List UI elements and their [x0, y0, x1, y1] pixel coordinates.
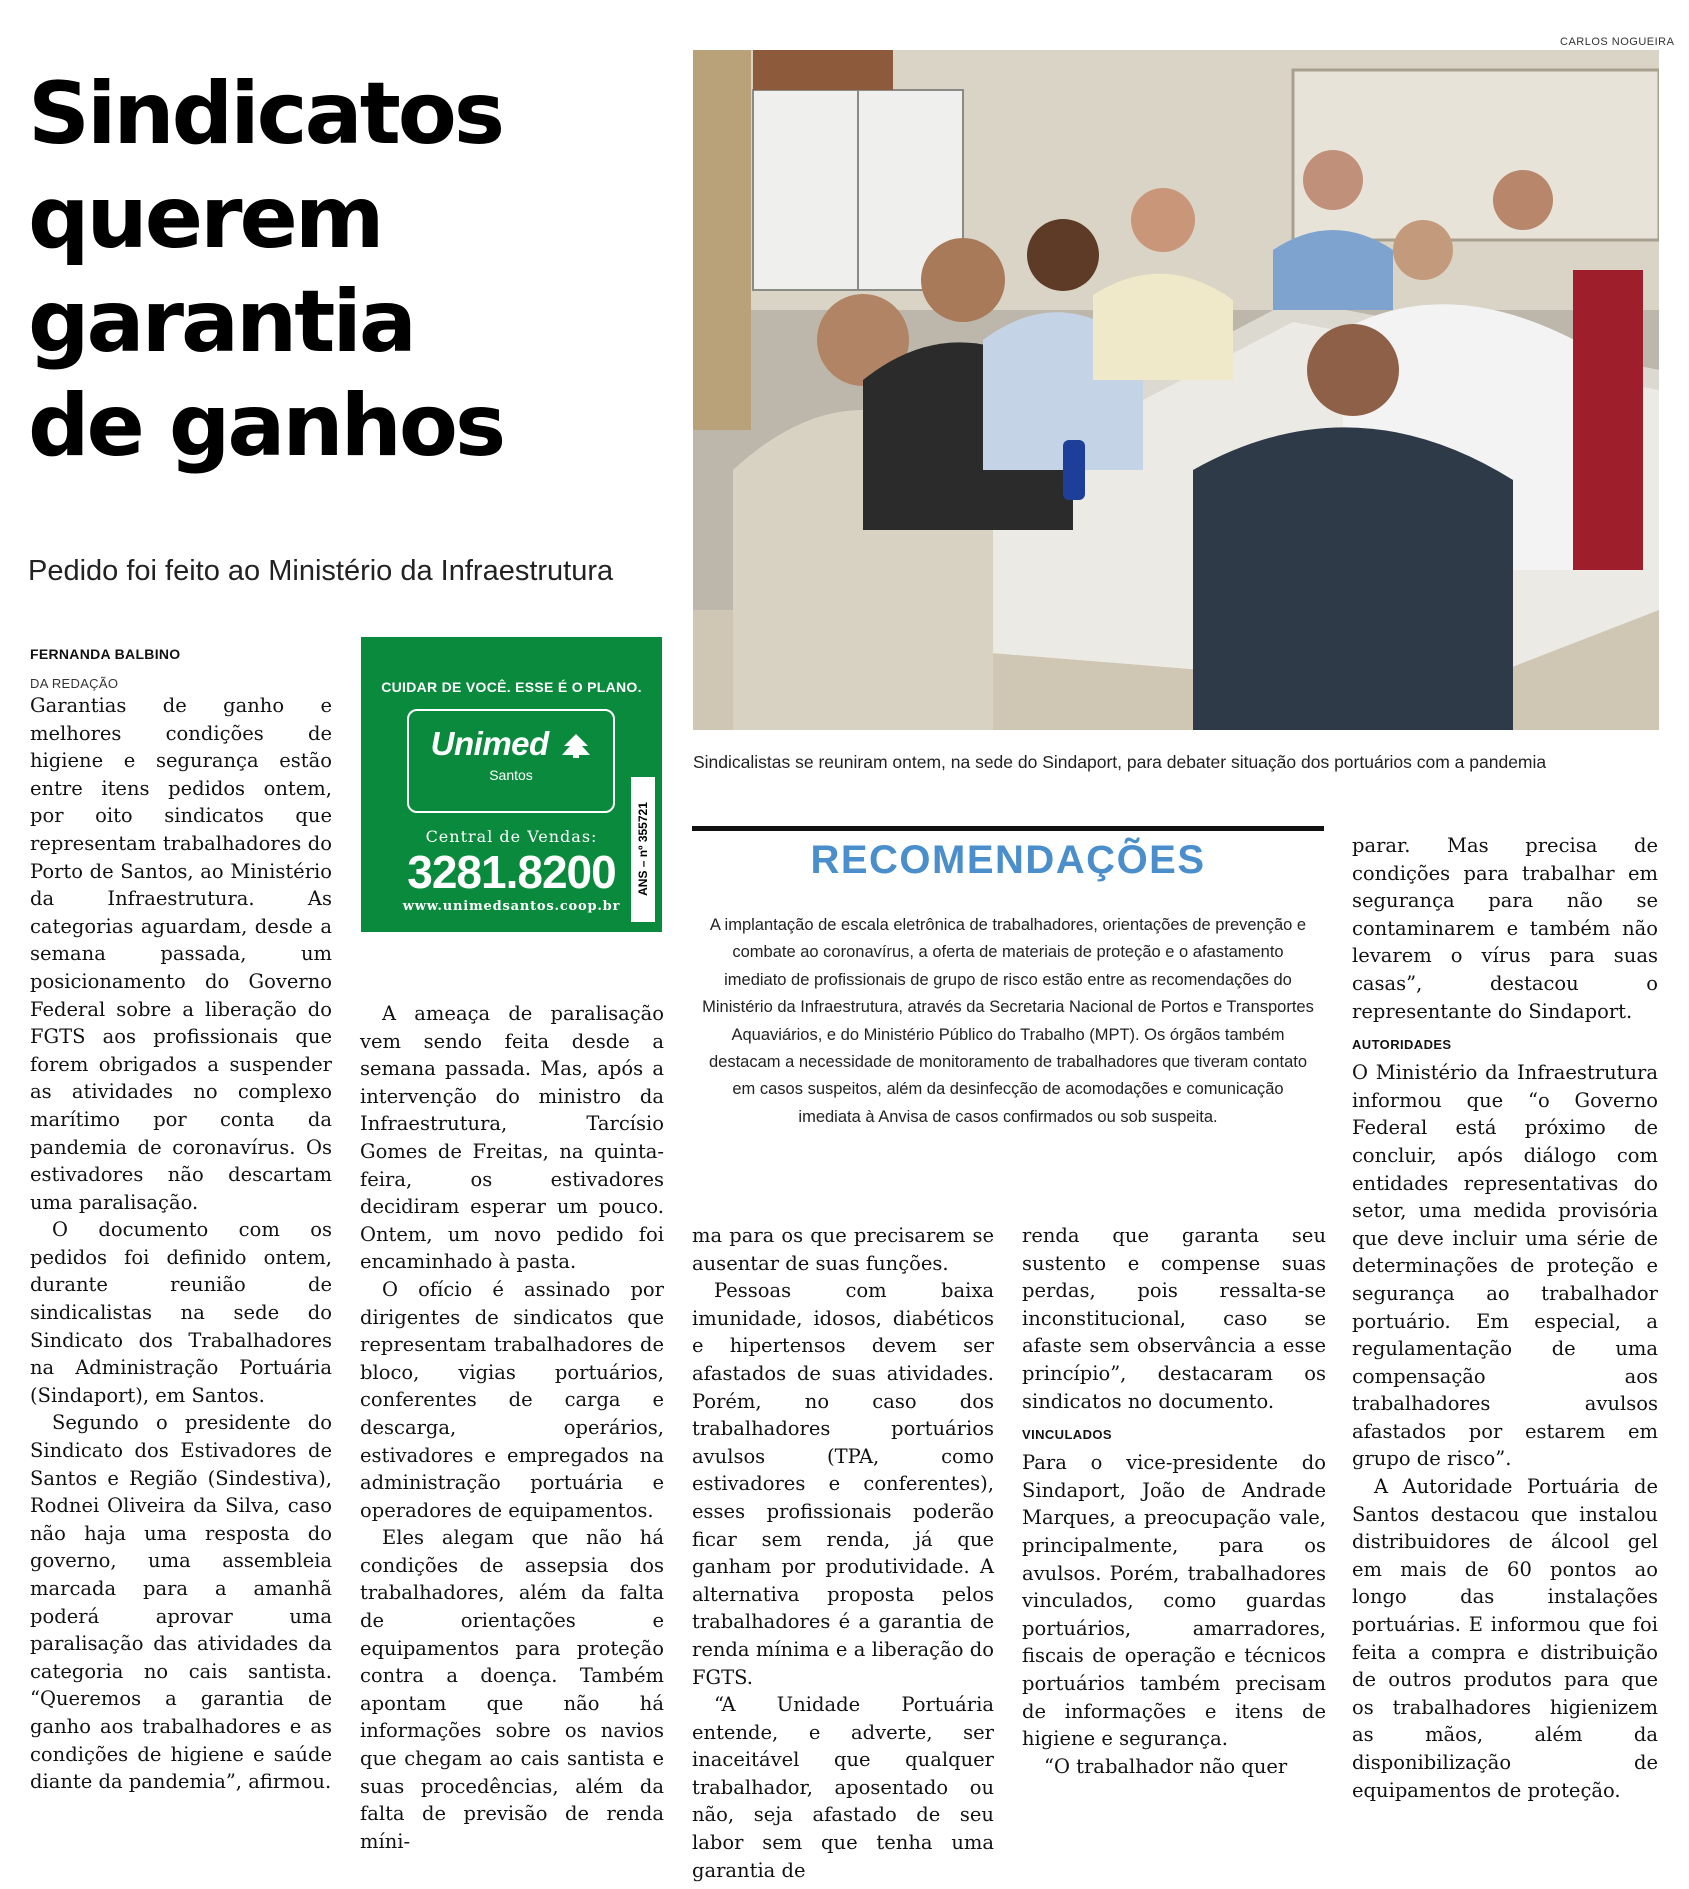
- meeting-photo-illustration: [693, 50, 1659, 730]
- ad-url[interactable]: www.unimedsantos.coop.br: [402, 899, 621, 914]
- unimed-tree-icon: [561, 733, 591, 759]
- article-column-1: [30, 692, 332, 1796]
- paragraph: O Ministério da Infraestrutura informou que “o Governo Federal está próximo de concluir, após diálogo com entidades representativas do setor, uma medida provisória que deve incluir uma série de determinações de proteção e segurança ao trabalhador portuário. Em especial, a regulamentação de uma compensação aos trabalhadores avulsos afastados por estarem em grupo de risco”.: [1352, 1061, 1658, 1471]
- paragraph: A ameaça de paralisação vem sendo feita desde a semana passada. Mas, após a intervenção do ministro da Infraestrutura, Tarcísio Gomes de Freitas, na quinta-feira, os estivadores decidiram esperar um pouco. Ontem, um novo pedido foi encaminhado à pasta.: [360, 1002, 664, 1274]
- section-heading: AUTORIDADES: [1352, 1037, 1452, 1053]
- article-column-4: [1022, 1222, 1326, 1780]
- paragraph: “O trabalhador não quer: [1044, 1754, 1288, 1778]
- ad-sales-label: Central de Vendas:: [425, 827, 598, 846]
- paragraph: Pessoas com baixa imunidade, idosos, diabéticos e hipertensos devem ser afastados de suas atividades. Porém, no caso dos trabalhadores portuários avulsos (TPA, como estivadores e conferentes), esses profissionais poderão ficar sem renda, já que ganham por produtividade. A alternativa proposta pelos trabalhadores é a garantia de renda mínima e a liberação do FGTS.: [692, 1279, 994, 1689]
- paragraph: Garantias de ganho e melhores condições de higiene e segurança estão entre itens pedidos ontem, por oito sindicatos que representam trabalhadores do Porto de Santos, ao Ministério da Infraestrutura. As categorias aguardam, desde a semana passada, um posicionamento do Governo Federal sobre a liberação do FGTS aos profissionais que forem obrigados a suspender as atividades no complexo marítimo por conta da pandemia de coronavírus. Os estivadores não descartam uma paralisação.: [30, 694, 332, 1214]
- recommendations-body: A implantação de escala eletrônica de trabalhadores, orientações de prevenção e combate ao coronavírus, a oferta de materiais de proteção e o afastamento imediato de profissionais de grupo de risco estão entre as recomendações do Ministério da Infraestrutura, através da Secretaria Nacional de Portos e Transportes Aquaviários, e do Ministério Público do Trabalho (MPT). Os órgãos também destacam a necessidade de monitoramento de trabalhadores que tiveram contato em casos suspeitos, além da desinfecção de acomodações e comunicação imediata à Anvisa de casos confirmados ou sob suspeita.: [702, 916, 1314, 1126]
- subheadline: Pedido foi feito ao Ministério da Infraestrutura: [28, 555, 614, 587]
- article-column-5: [1352, 832, 1658, 1804]
- box-top-rule: [692, 826, 1324, 831]
- headline-line: Sindicatos: [28, 64, 503, 164]
- ad-brand: [409, 725, 613, 763]
- paragraph: Segundo o presidente do Sindicato dos Estivadores de Santos e Região (Sindestiva), Rodnei Oliveira da Silva, caso não haja uma resposta do governo, uma assembleia marcada para a amanhã poderá aprovar uma paralisação das atividades da categoria no cais santista. “Queremos a garantia de ganho aos trabalhadores e as condições de higiene e saúde diante da pandemia”, afirmou.: [30, 1411, 332, 1794]
- byline-author: FERNANDA BALBINO: [30, 646, 181, 662]
- ad-tagline: CUIDAR DE VOCÊ. ESSE É O PLANO.: [381, 679, 642, 695]
- unimed-ad[interactable]: [361, 637, 662, 932]
- section-heading: VINCULADOS: [1022, 1427, 1112, 1443]
- ad-logo-box: [407, 709, 615, 813]
- headline: [28, 62, 668, 478]
- headline-line: de ganhos: [28, 376, 504, 476]
- ad-city: Santos: [489, 767, 533, 783]
- paragraph: Eles alegam que não há condições de assepsia dos trabalhadores, além da falta de orientações e equipamentos para proteção contra a doença. Também apontam que não há informações sobre os navios que chegam ao cais santista e suas procedências, além da falta de previsão de renda míni-: [360, 1526, 664, 1853]
- headline-line: garantia: [28, 272, 414, 372]
- paragraph: renda que garanta seu sustento e compense suas perdas, pois ressalta-se inconstitucional, caso se afaste sem observância a esse princípio”, destacaram os sindicatos no documento.: [1022, 1224, 1326, 1413]
- paragraph: O documento com os pedidos foi definido ontem, durante reunião de sindicalistas na sede do Sindicato dos Trabalhadores na Administração Portuária (Sindaport), em Santos.: [30, 1218, 332, 1407]
- ad-brand-name: Unimed: [430, 725, 549, 762]
- paragraph: Para o vice-presidente do Sindaport, João de Andrade Marques, a preocupação vale, principalmente, para os avulsos. Porém, trabalhadores vinculados, como guardas portuários, amarradores, fiscais de operação e técnicos portuários também precisam de informações e itens de higiene e segurança.: [1022, 1451, 1326, 1751]
- paragraph: O ofício é assinado por dirigentes de sindicatos que representam trabalhadores de bloco, vigias portuários, conferentes de carga e descarga, operários, estivadores e empregados na administração portuária e operadores de equipamentos.: [360, 1277, 664, 1522]
- paragraph: ma para os que precisarem se ausentar de suas funções.: [692, 1224, 994, 1275]
- meeting-photo: [693, 50, 1659, 730]
- photo-caption: Sindicalistas se reuniram ontem, na sede do Sindaport, para debater situação dos portuários com a pandemia: [693, 752, 1547, 772]
- ad-phone: 3281.8200: [407, 846, 616, 898]
- article-column-2: [360, 1000, 664, 1855]
- paragraph: “A Unidade Portuária entende, e adverte, ser inaceitável que qualquer trabalhador, aposentado ou não, seja afastado de seu labor sem que tenha uma garantia de: [692, 1693, 994, 1882]
- article-column-3: [692, 1222, 994, 1884]
- paragraph: parar. Mas precisa de condições para trabalhar em segurança para não se contaminarem e também não levarem o vírus para suas casas”, destacou o representante do Sindaport.: [1352, 834, 1658, 1023]
- headline-line: querem: [28, 168, 382, 268]
- paragraph: A Autoridade Portuária de Santos destacou que instalou distribuidores de álcool gel em mais de 60 pontos ao longo das instalações portuárias. E informou que foi feita a compra e distribuição de outros produtos para que os trabalhadores higienizem as mãos, além da disponibilização de equipamentos de proteção.: [1352, 1475, 1658, 1802]
- photo-credit: CARLOS NOGUEIRA: [1560, 36, 1675, 48]
- ad-ans-text: ANS – nº 355721: [636, 802, 650, 896]
- byline-department: DA REDAÇÃO: [30, 676, 119, 691]
- ad-ans-badge: [631, 777, 655, 922]
- recommendations-title: RECOMENDAÇÕES: [810, 838, 1206, 882]
